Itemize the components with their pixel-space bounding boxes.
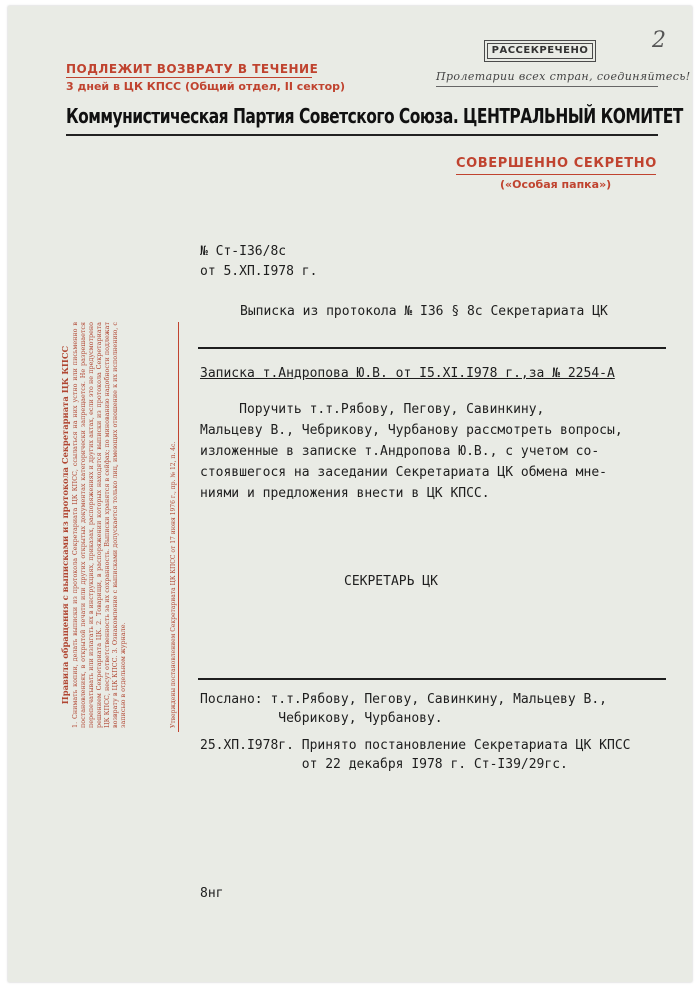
body-line: ниями и предложения внести в ЦК КПСС. [200, 486, 490, 501]
handling-rules-footnote: Утверждены постановлением Секретариата ЦК КПСС от 17 июня 1976 г., пр. № 12, п. 4с. [170, 441, 177, 728]
classification-rule [456, 174, 656, 175]
document-number: № Ст-I36/8с [200, 244, 287, 259]
sent-to-line: Чебрикову, Чурбанову. [200, 711, 443, 726]
letterhead-rule [66, 134, 658, 136]
sent-to [200, 690, 607, 728]
separator-rule [198, 678, 666, 680]
subject-line: Записка т.Андропова Ю.В. от I5.XI.I978 г.,за № 2254-А [200, 366, 615, 381]
body-line: Поручить т.т.Рябову, Пегову, Савинкину, [200, 402, 545, 417]
footer-code: 8нг [200, 886, 224, 901]
signature-line: СЕКРЕТАРЬ ЦК [344, 574, 438, 589]
sidebar-rule [178, 322, 179, 732]
handling-rules-title: Правила обращения с выписками из протокола Секретариата ЦК КПСС [60, 345, 70, 705]
special-folder-label: («Особая папка») [500, 178, 612, 191]
handling-rules-text [60, 322, 178, 728]
classification-level: СОВЕРШЕННО СЕКРЕТНО [456, 156, 657, 171]
body-line: Мальцеву В., Чебрикову, Чурбанову рассмотреть вопросы, [200, 423, 623, 438]
resolution-line: от 22 декабря I978 г. Ст-I39/29гс. [200, 757, 568, 772]
return-notice-rule [66, 77, 312, 78]
return-notice-detail: 3 дней в ЦК КПСС (Общий отдел, II сектор) [66, 80, 346, 93]
document-date: от 5.ХП.I978 г. [200, 264, 318, 279]
body-line: стоявшегося на заседании Секретариата ЦК обмена мне- [200, 465, 607, 480]
return-notice-title: ПОДЛЕЖИТ ВОЗВРАТУ В ТЕЧЕНИЕ [66, 62, 319, 76]
handling-rules-sidebar [60, 322, 182, 728]
slogan: Пролетарии всех стран, соединяйтесь! [436, 70, 691, 83]
separator-rule [198, 347, 666, 349]
resolution-note [200, 736, 630, 774]
body-line: изложенные в записке т.Андропова Ю.В., с учетом со- [200, 444, 600, 459]
sent-to-line: Послано: т.т.Рябову, Пегову, Савинкину, Мальцеву В., [200, 692, 607, 707]
letterhead-title: Коммунистическая Партия Советского Союза. ЦЕНТРАЛЬНЫЙ КОМИТЕТ [66, 104, 683, 128]
resolution-body [200, 399, 670, 504]
extract-title: Выписка из протокола № I36 § 8с Секретариата ЦК [240, 304, 608, 319]
slogan-rule [436, 86, 658, 87]
declassified-stamp: РАССЕКРЕЧЕНО [484, 40, 596, 62]
handling-rules-body: 1. Снимать копии, делать выписки из протокола Секретариата ЦК КПСС, ссылаться на них устно или письменно в постановлениях, в открытой печати или других открытых документах категорически запрещается. Не разрешается перепечатывать или излагать их в инструкциях, приказах, распоряжениях и других актах, если это не предусмотрено решением Секретариата ЦК. 2. Товарищи, в распоряжении которых находятся выписки из протокола Секретариата ЦК КПСС, несут ответственность за их сохранность. Выписки хранятся в сейфах; по минованию надобности подлежат возврату в ЦК КПСС. 3. Ознакомление с выписками допускается только лиц, имеющих отношение к их исполнению, с записью в отдельном журнале. [71, 322, 127, 728]
page-number: 2 [652, 28, 666, 53]
document-page [8, 6, 692, 982]
resolution-line: 25.ХП.I978г. Принято постановление Секретариата ЦК КПСС [200, 738, 631, 753]
